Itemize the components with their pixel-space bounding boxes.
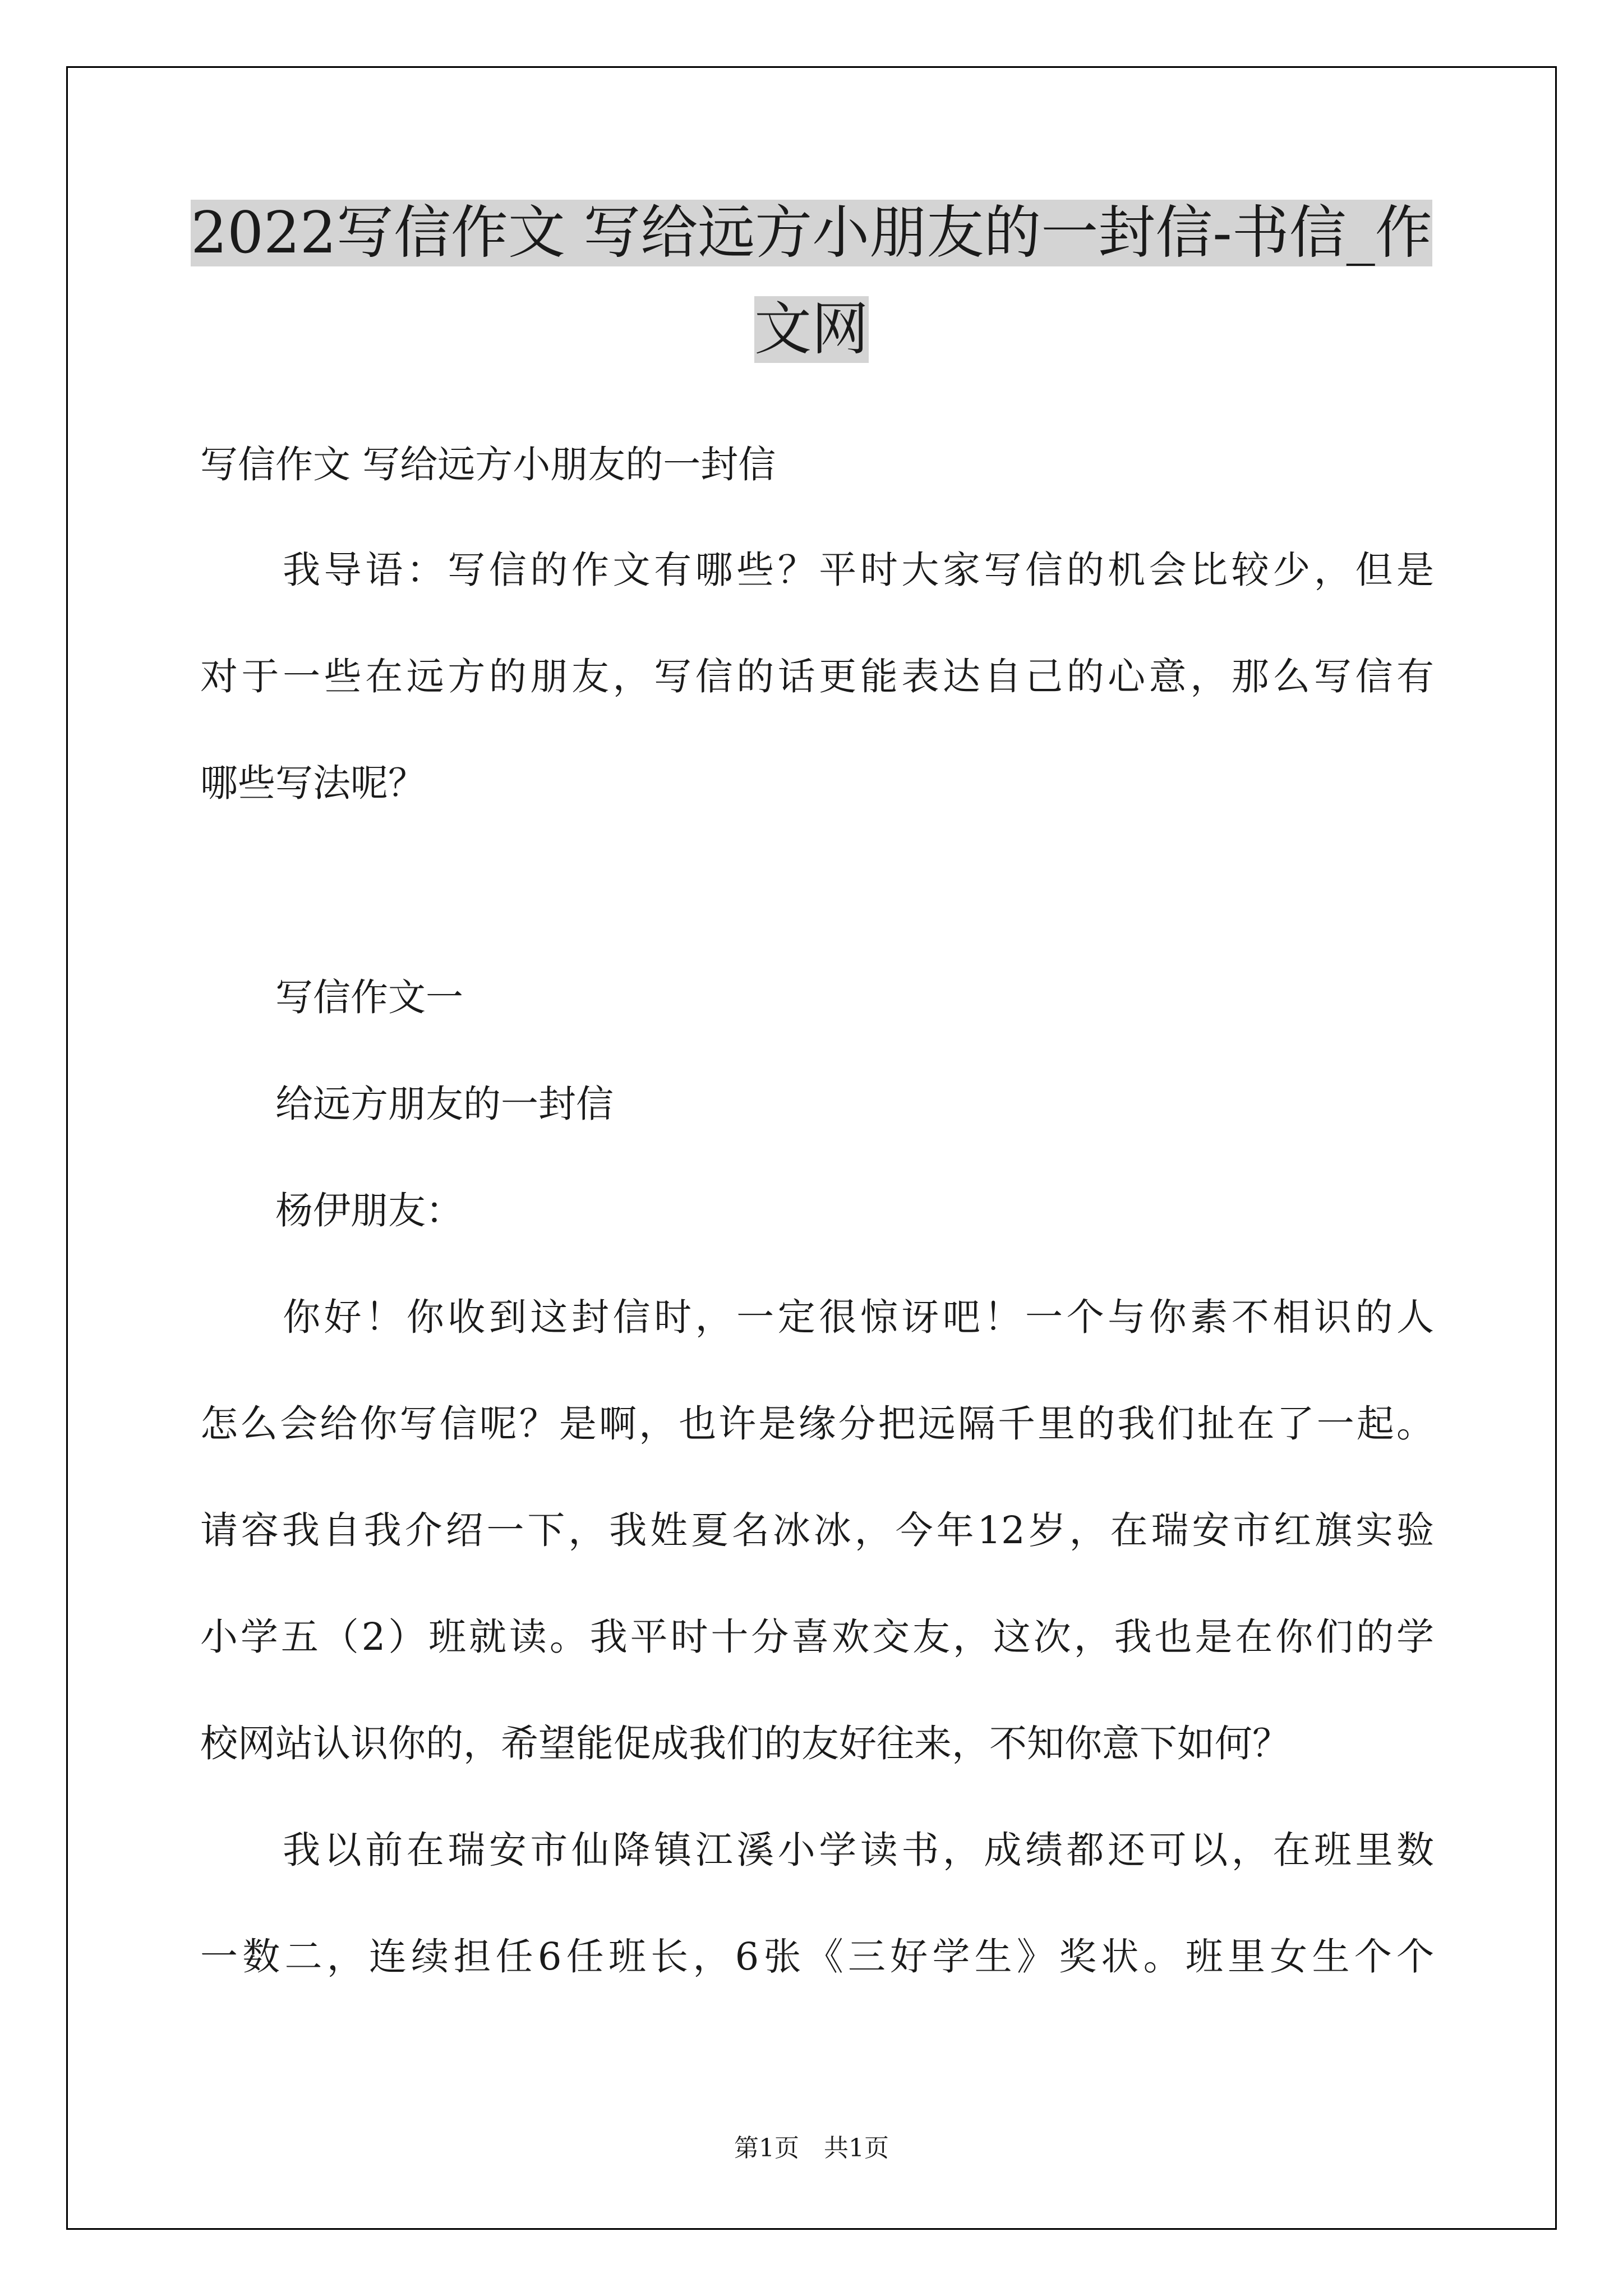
paragraph2-line-1: 我以前在瑞安市仙降镇江溪小学读书，成绩都还可以，在班里数: [200, 1828, 1434, 1872]
document-subtitle: 写信作文 写给远方小朋友的一封信: [200, 443, 776, 486]
paragraph1-line-5: 校网站认识你的，希望能促成我们的友好往来，不知你意下如何？: [200, 1722, 1290, 1765]
paragraph2-line-2: 一数二，连续担任6任班长，6张《三好学生》奖状。班里女生个个: [200, 1935, 1434, 1978]
letter-title: 给远方朋友的一封信: [200, 1082, 614, 1126]
paragraph1-line-3: 请容我自我介绍一下，我姓夏名冰冰，今年12岁，在瑞安市红旗实验: [200, 1508, 1434, 1552]
paragraph1-line-1: 你好！你收到这封信时，一定很惊讶吧！一个与你素不相识的人: [200, 1295, 1434, 1339]
intro-line-3: 哪些写法呢？: [200, 761, 426, 805]
page-footer: 第1页 共1页: [734, 2134, 889, 2162]
document-title-text: 2022写信作文 写给远方小朋友的一封信-书信_作文网: [191, 200, 1432, 363]
paragraph1-line-4: 小学五（2）班就读。我平时十分喜欢交友，这次，我也是在你们的学: [200, 1615, 1434, 1659]
intro-line-2: 对于一些在远方的朋友，写信的话更能表达自己的心意，那么写信有: [200, 655, 1434, 698]
intro-line-1: 我导语：写信的作文有哪些？平时大家写信的机会比较少，但是: [200, 548, 1434, 592]
page-border: [66, 66, 1557, 2230]
document-title: [191, 185, 1432, 378]
paragraph1-line-2: 怎么会给你写信呢？是啊，也许是缘分把远隔千里的我们扯在了一起。: [200, 1402, 1434, 1446]
letter-salutation: 杨伊朋友：: [200, 1189, 463, 1232]
section-heading: 写信作文一: [200, 976, 463, 1019]
